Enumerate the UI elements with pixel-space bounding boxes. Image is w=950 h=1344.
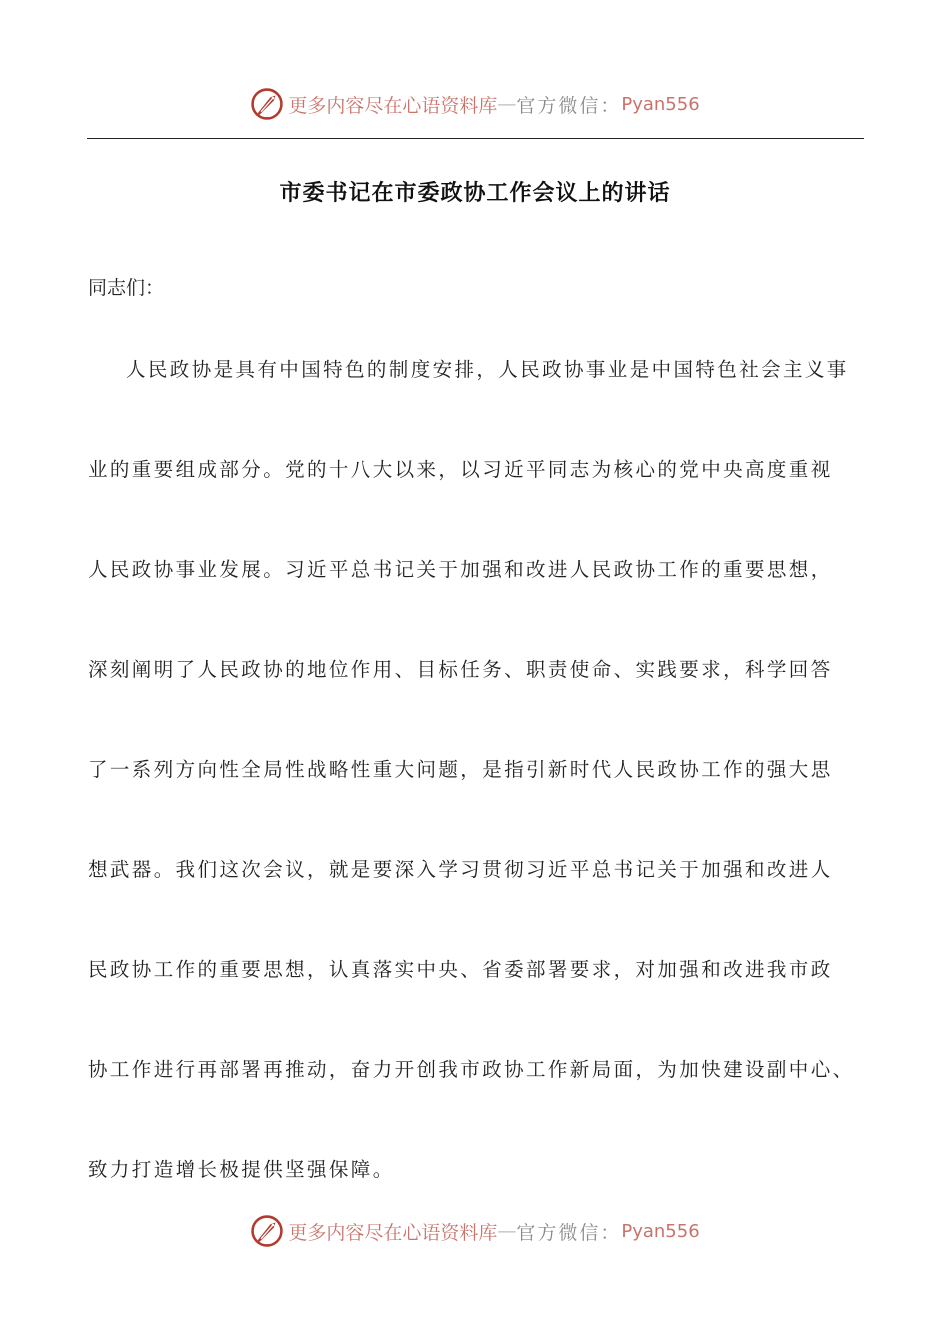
- paragraph-line: 了一系列方向性全局性战略性重大问题，是指引新时代人民政协工作的强大思: [88, 758, 833, 781]
- header-divider: [87, 138, 864, 139]
- pen-nib-logo-icon: [250, 87, 284, 121]
- paragraph-line: 人民政协事业发展。习近平总书记关于加强和改进人民政协工作的重要思想，: [88, 558, 833, 581]
- paragraph-line: 业的重要组成部分。党的十八大以来，以习近平同志为核心的党中央高度重视: [88, 458, 833, 481]
- header-banner: [0, 84, 950, 124]
- banner-wechat-label: 官方微信：: [516, 1221, 622, 1244]
- banner-separator: —: [497, 93, 517, 115]
- banner-wechat-id: Pyan556: [621, 1220, 700, 1242]
- paragraph-line: 人民政协是具有中国特色的制度安排，人民政协事业是中国特色社会主义事: [126, 358, 849, 381]
- banner-separator: —: [497, 1220, 517, 1242]
- paragraph-line: 深刻阐明了人民政协的地位作用、目标任务、职责使命、实践要求，科学回答: [88, 658, 833, 681]
- body-paragraph: [88, 350, 868, 1250]
- banner-wechat-label: 官方微信：: [516, 94, 622, 117]
- paragraph-line: 致力打造增长极提供坚强保障。: [88, 1158, 395, 1181]
- banner-site-text: 更多内容尽在心语资料库: [288, 94, 498, 117]
- pen-nib-logo-icon: [250, 1214, 284, 1248]
- paragraph-line: 想武器。我们这次会议，就是要深入学习贯彻习近平总书记关于加强和改进人: [88, 858, 833, 881]
- paragraph-line: 协工作进行再部署再推动，奋力开创我市政协工作新局面，为加快建设副中心、: [88, 1058, 855, 1081]
- banner-site-text: 更多内容尽在心语资料库: [288, 1221, 498, 1244]
- footer-banner: [0, 1211, 950, 1251]
- document-title: 市委书记在市委政协工作会议上的讲话: [279, 180, 671, 206]
- salutation: 同志们：: [88, 277, 165, 299]
- banner-wechat-id: Pyan556: [621, 93, 700, 115]
- paragraph-line: 民政协工作的重要思想，认真落实中央、省委部署要求，对加强和改进我市政: [88, 958, 833, 981]
